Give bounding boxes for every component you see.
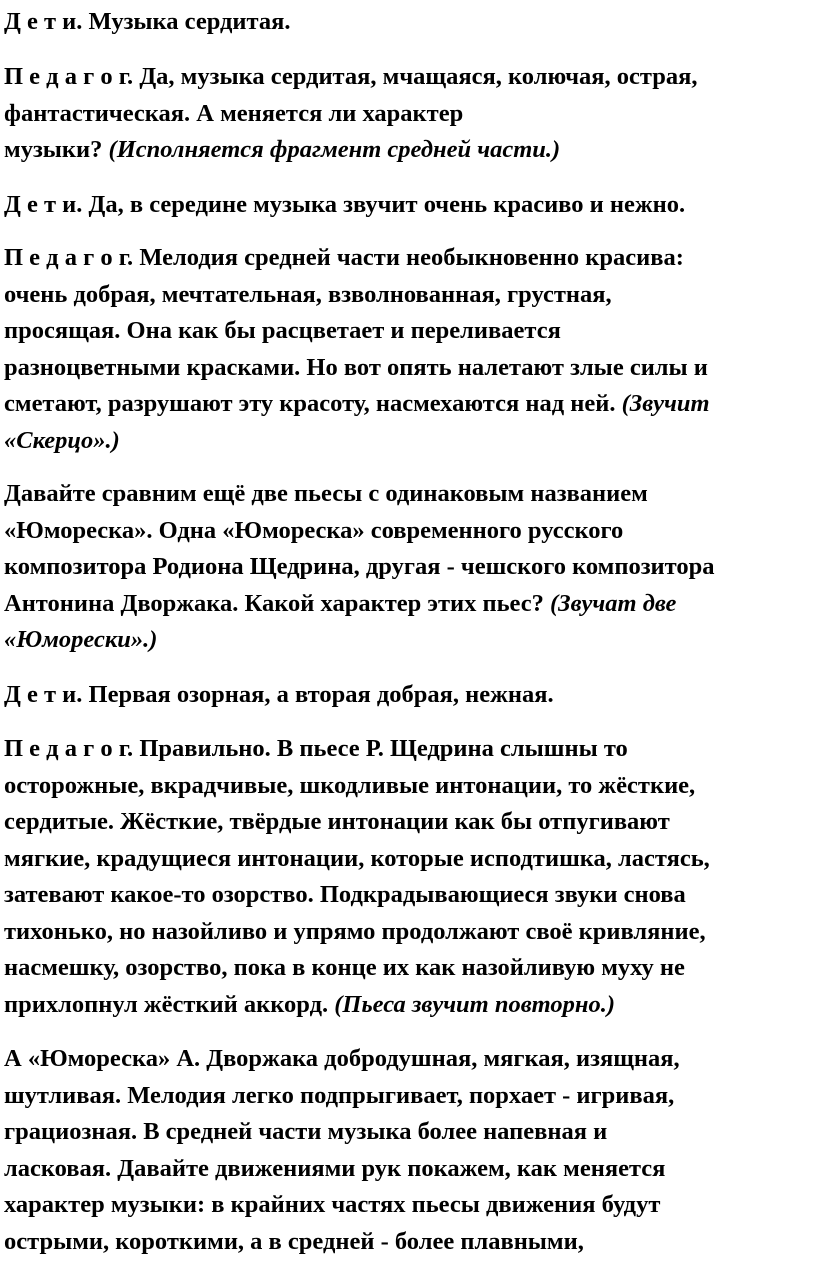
paragraph-children-1: [4, 4, 814, 41]
stage-direction: «Скерцо».): [4, 426, 120, 454]
paragraph-children-2: [4, 187, 814, 224]
speaker-label: Д е т и.: [4, 8, 83, 35]
text-line: [4, 1224, 814, 1261]
text-run: характер музыки: в крайних частях пьесы движения будут: [4, 1191, 661, 1218]
text-run: насмешку, озорство, пока в конце их как назойливую муху не: [4, 954, 685, 981]
speaker-label: П е д а г о г.: [4, 244, 134, 271]
text-line: [4, 1078, 814, 1115]
text-line: [4, 4, 814, 41]
text-run: Да, музыка сердитая, мчащаяся, колючая, острая,: [133, 63, 698, 90]
stage-direction: (Пьеса звучит повторно.): [334, 990, 616, 1018]
text-line: [4, 132, 814, 169]
text-run: разноцветными красками. Но вот опять налетают злые силы и: [4, 353, 708, 381]
text-line: [4, 277, 814, 314]
text-line: [4, 731, 814, 768]
text-run: Мелодия средней части необыкновенно красива:: [133, 244, 684, 271]
paragraph-children-3: [4, 677, 814, 714]
speaker-label: Д е т и.: [4, 681, 83, 708]
text-line: [4, 622, 814, 659]
text-run: Музыка сердитая.: [82, 8, 291, 35]
text-run: фантастическая. А меняется ли характер: [4, 99, 464, 127]
text-run: ласковая. Давайте движениями рук покажем, как меняется: [4, 1154, 666, 1182]
speaker-label: П е д а г о г.: [4, 63, 134, 90]
text-run: Давайте сравним ещё две пьесы с одинаковым названием: [4, 480, 648, 507]
text-run: Да, в середине музыка звучит очень красиво и нежно.: [82, 191, 686, 218]
text-line: [4, 386, 814, 423]
text-run: композитора Родиона Щедрина, другая - чешского композитора: [4, 553, 715, 580]
text-run: сердитые. Жёсткие, твёрдые интонации как бы отпугивают: [4, 808, 670, 835]
text-line: [4, 1041, 814, 1078]
text-line: [4, 96, 814, 133]
stage-direction: «Юморески».): [4, 626, 158, 653]
text-line: [4, 768, 814, 805]
text-run: «Юмореска». Одна «Юмореска» современного русского: [4, 516, 624, 544]
paragraph-teacher-4: [4, 731, 814, 1023]
text-run: тихонько, но назойливо и упрямо продолжают своё кривляние,: [4, 917, 706, 945]
text-run: мягкие, крадущиеся интонации, которые исподтишка, ластясь,: [4, 844, 710, 872]
stage-direction: (Звучат две: [549, 589, 677, 617]
speaker-label: П е д а г о г.: [4, 735, 134, 762]
text-line: [4, 950, 814, 987]
text-line: [4, 313, 814, 350]
text-line: [4, 987, 814, 1024]
text-run: очень добрая, мечтательная, взволнованная, грустная,: [4, 280, 612, 308]
text-line: [4, 59, 814, 96]
text-line: [4, 1151, 814, 1188]
paragraph-teacher-1: [4, 59, 814, 169]
text-line: [4, 804, 814, 841]
text-line: [4, 549, 814, 586]
stage-direction: (Звучит: [621, 390, 710, 417]
stage-direction: (Исполняется фрагмент средней части.): [108, 136, 561, 163]
text-run: затевают какое-то озорство. Подкрадывающиеся звуки снова: [4, 881, 686, 908]
speaker-label: Д е т и.: [4, 191, 83, 218]
text-line: [4, 1114, 814, 1151]
text-run: шутливая. Мелодия легко подпрыгивает, порхает - игривая,: [4, 1081, 675, 1109]
text-line: [4, 1187, 814, 1224]
text-run: грациозная. В средней части музыка более напевная и: [4, 1118, 608, 1145]
text-line: [4, 476, 814, 513]
text-line: [4, 240, 814, 277]
text-run: Правильно. В пьесе Р. Щедрина слышны то: [133, 735, 628, 762]
text-line: [4, 423, 814, 460]
paragraph-teacher-5: [4, 1041, 814, 1260]
text-run: просящая. Она как бы расцветает и переливается: [4, 317, 561, 344]
text-run: Антонина Дворжака. Какой характер этих пьес?: [4, 589, 550, 617]
text-run: сметают, разрушают эту красоту, насмехаются над ней.: [4, 390, 622, 417]
text-run: осторожные, вкрадчивые, шкодливые интонации, то жёсткие,: [4, 771, 696, 799]
text-run: Первая озорная, а вторая добрая, нежная.: [82, 681, 554, 708]
paragraph-teacher-3: [4, 476, 814, 659]
paragraph-teacher-2: [4, 240, 814, 459]
text-line: [4, 187, 814, 224]
text-run: острыми, короткими, а в средней - более плавными,: [4, 1227, 584, 1255]
text-line: [4, 914, 814, 951]
text-line: [4, 350, 814, 387]
text-run: прихлопнул жёсткий аккорд.: [4, 990, 335, 1018]
text-line: [4, 877, 814, 914]
text-line: [4, 841, 814, 878]
text-line: [4, 586, 814, 623]
text-line: [4, 677, 814, 714]
text-run: музыки?: [4, 136, 109, 163]
text-run: А «Юмореска» А. Дворжака добродушная, мягкая, изящная,: [4, 1045, 680, 1072]
text-line: [4, 513, 814, 550]
